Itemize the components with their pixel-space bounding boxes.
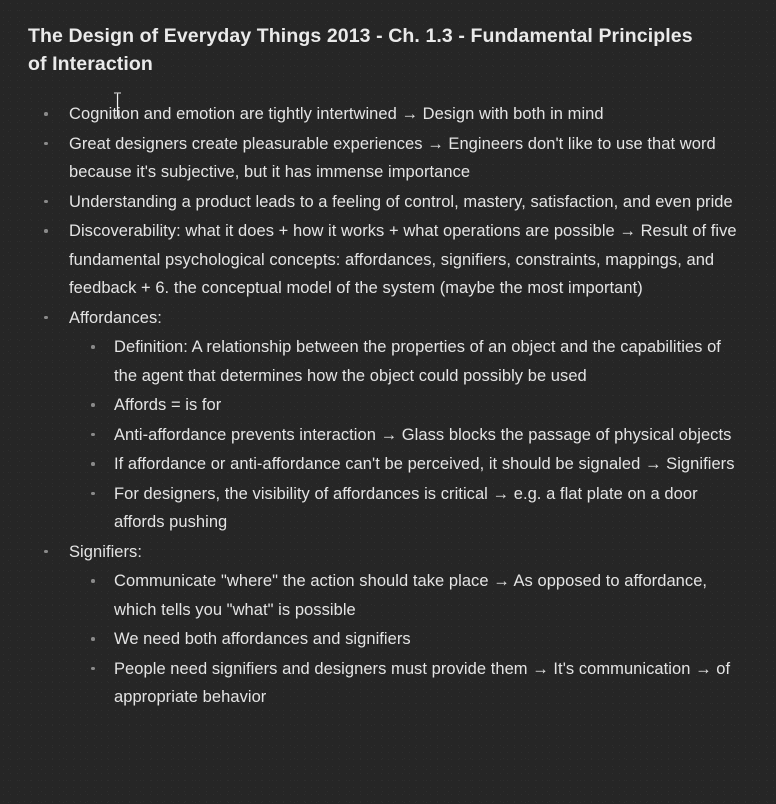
bullet-dot-icon (91, 433, 95, 437)
outline-item-text: Cognition and emotion are tightly intertwined → Design with both in mind (69, 105, 604, 123)
outline-item-level-2[interactable] (90, 391, 746, 420)
bullet-dot-icon (91, 403, 95, 407)
outline-item-text: For designers, the visibility of affordances is critical → e.g. a flat plate on a door affords pushing (114, 484, 698, 531)
outline-item-level-2[interactable] (90, 655, 746, 712)
outline-item-level-1[interactable] (44, 217, 746, 303)
page-title: The Design of Everyday Things 2013 - Ch. 1.3 - Fundamental Principles of Interaction (28, 25, 693, 75)
outline-item-level-1[interactable] (44, 100, 746, 129)
bullet-dot-icon (44, 316, 48, 320)
bullet-dot-icon (44, 142, 48, 146)
outline-item-text: Great designers create pleasurable experiences → Engineers don't like to use that word because it's subjective, but it has immense importance (69, 134, 716, 181)
outline-item-level-2[interactable] (90, 480, 746, 537)
bullet-dot-icon (44, 229, 48, 233)
bullet-dot-icon (91, 579, 95, 583)
outline-item-text: Signifiers: (69, 542, 142, 561)
outline-item-text: Communicate "where" the action should take place → As opposed to affordance, which tells you "what" is possible (114, 572, 708, 619)
bullet-dot-icon (91, 345, 95, 349)
bullet-dot-icon (91, 462, 95, 466)
outline-item-level-2[interactable] (90, 421, 746, 450)
outline-item-level-2[interactable] (90, 625, 746, 654)
outline-item-text: Discoverability: what it does + how it works + what operations are possible → Result of five fundamental psychological concepts: affordances, signifiers, constraints, mappings, and feedback + 6. the conceptual model of the system (maybe the most important) (69, 222, 737, 297)
outline-item-level-2[interactable] (90, 450, 746, 479)
outline-item-text: People need signifiers and designers must provide them → It's communication → of appropriate behavior (114, 659, 731, 706)
bullet-dot-icon (91, 492, 95, 496)
outline-item-level-1[interactable] (44, 130, 746, 187)
outline-item-level-1[interactable] (44, 188, 746, 217)
bullet-dot-icon (44, 550, 48, 554)
bullet-dot-icon (91, 667, 95, 671)
outline-item-level-1[interactable] (44, 304, 746, 333)
outline-item-level-2[interactable] (90, 567, 746, 624)
bullet-dot-icon (44, 200, 48, 204)
outline-item-text: We need both affordances and signifiers (114, 630, 411, 648)
outline-item-level-1[interactable] (44, 538, 746, 567)
bullet-dot-icon (44, 112, 48, 116)
outline-item-text: Anti-affordance prevents interaction → Glass blocks the passage of physical objects (114, 425, 732, 444)
outline-item-text: Definition: A relationship between the properties of an object and the capabilities of the agent that determines how the object could possibly be used (114, 338, 721, 385)
outline-item-level-2[interactable] (90, 333, 746, 390)
bullet-dot-icon (91, 637, 95, 641)
outline-item-text: Affords = is for (114, 396, 222, 414)
outline-list (28, 100, 746, 712)
outline-item-text: Affordances: (69, 308, 162, 327)
outline-item-text: Understanding a product leads to a feeling of control, mastery, satisfaction, and even pride (69, 192, 733, 211)
outline-item-text: If affordance or anti-affordance can't be perceived, it should be signaled → Signifiers (114, 455, 735, 473)
